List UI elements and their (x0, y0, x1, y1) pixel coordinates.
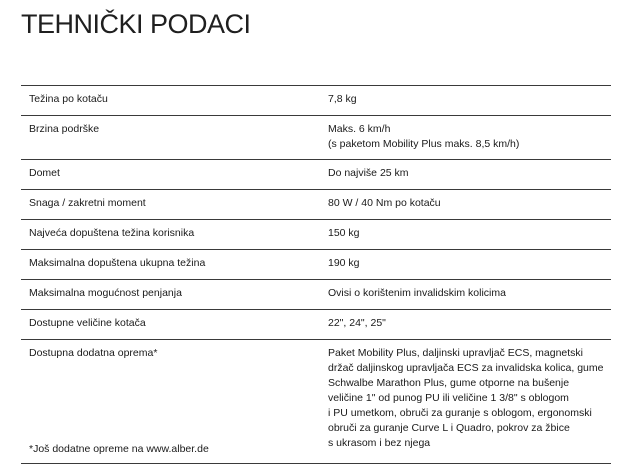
value-line: (s paketom Mobility Plus maks. 8,5 km/h) (328, 138, 520, 150)
row-label-text: Dostupna dodatna oprema* (29, 347, 158, 359)
row-label: Maksimalna mogućnost penjanja (29, 287, 182, 299)
value-line: 22", 24", 25" (328, 317, 386, 329)
row-value (318, 220, 611, 249)
value-line: 190 kg (328, 257, 360, 269)
spec-table (21, 85, 611, 464)
table-row (21, 310, 611, 340)
value-line: Maks. 6 km/h (328, 123, 391, 135)
table-row (21, 220, 611, 250)
value-line: s ukrasom i bez njega (328, 437, 431, 449)
footnote: *Još dodatne opreme na www.alber.de (29, 443, 209, 455)
value-line: Ovisi o korištenim invalidskim kolicima (328, 287, 506, 299)
row-value (318, 116, 611, 159)
page-title: TEHNIČKI PODACI (21, 9, 251, 39)
row-value (318, 160, 611, 189)
row-label: Domet (29, 167, 60, 179)
row-label (21, 340, 318, 463)
table-row (21, 86, 611, 116)
value-line: Paket Mobility Plus, daljinski upravljač ECS, magnetski (328, 347, 584, 359)
row-label: Brzina podrške (29, 123, 100, 135)
row-value (318, 86, 611, 115)
table-row (21, 280, 611, 310)
value-line: Schwalbe Marathon Plus, gume otporne na bušenje (328, 377, 570, 389)
row-label: Težina po kotaču (29, 93, 108, 105)
row-value (318, 310, 611, 339)
row-value (318, 340, 611, 463)
row-label: Dostupne veličine kotača (29, 317, 146, 329)
table-row (21, 250, 611, 280)
row-label: Maksimalna dopuštena ukupna težina (29, 257, 206, 269)
table-row (21, 340, 611, 464)
row-label: Najveća dopuštena težina korisnika (29, 227, 195, 239)
table-row (21, 116, 611, 160)
row-value (318, 280, 611, 309)
value-line: veličine 1" od punog PU ili veličine 1 3/8" s oblogom (328, 392, 569, 404)
value-line: obruči za guranje Curve L i Quadro, pokrov za žbice (328, 422, 570, 434)
row-label: Snaga / zakretni moment (29, 197, 146, 209)
table-row (21, 160, 611, 190)
value-line: 150 kg (328, 227, 360, 239)
value-line: i PU umetkom, obruči za guranje s oblogom, ergonomski (328, 407, 592, 419)
value-line: držač daljinskog upravljača ECS za invalidska kolica, gume (328, 362, 604, 374)
value-line: 7,8 kg (328, 93, 357, 105)
value-line: Do najviše 25 km (328, 167, 409, 179)
table-row (21, 190, 611, 220)
row-value (318, 250, 611, 279)
value-line: 80 W / 40 Nm po kotaču (328, 197, 441, 209)
row-value (318, 190, 611, 219)
